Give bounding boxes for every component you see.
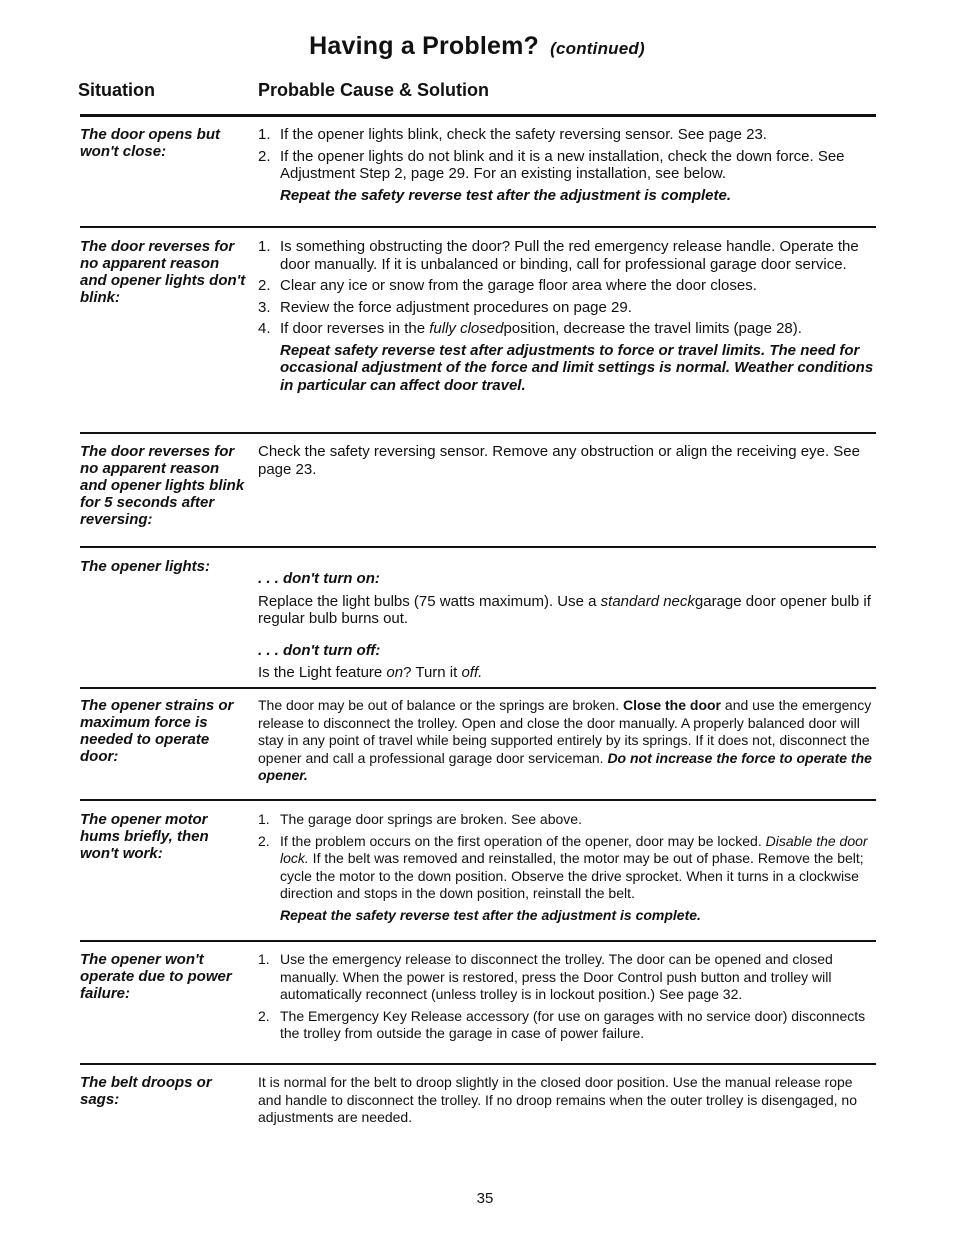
paragraph: Replace the light bulbs (75 watts maximum). Use a standard neckgarage door opener bulb if regular bulb burns out. — [258, 592, 871, 627]
note: Repeat safety reverse test after adjustments to force or travel limits. The need for occasional adjustment of the force and limit settings is normal. Weather conditions in particular can affect door travel. — [280, 341, 874, 394]
list-item: 4. If door reverses in the fully closedposition, decrease the travel limits (page 28). — [258, 320, 802, 337]
list-item: 2. Clear any ice or snow from the garage floor area where the door closes. — [258, 277, 757, 294]
situation-label: The door reverses for no apparent reason and opener lights don't blink: — [80, 238, 246, 306]
solution — [258, 126, 878, 204]
situation-label: The belt droops or sags: — [80, 1074, 212, 1108]
list-item: 1. If the opener lights blink, check the safety reversing sensor. See page 23. — [258, 126, 767, 143]
situation-label: The opener strains or maximum force is needed to operate door: — [80, 697, 234, 765]
divider — [80, 226, 876, 228]
divider — [80, 1063, 876, 1065]
solution: It is normal for the belt to droop slightly in the closed door position. Use the manual release rope and handle to disconnect the trolley. If no droop remains when the outer trolley is disengaged, no adjustments are needed. — [258, 1074, 858, 1125]
situation-label: The opener won't operate due to power failure: — [80, 951, 232, 1002]
solution — [258, 951, 878, 1047]
situation-label: The door opens but won't close: — [80, 126, 220, 160]
divider — [80, 546, 876, 548]
subheading: . . . don't turn off: — [258, 641, 381, 659]
title-main: Having a Problem? — [309, 32, 539, 60]
page-number: 35 — [476, 1190, 494, 1207]
note: Repeat the safety reverse test after the adjustment is complete. — [280, 186, 731, 204]
list-item: 2. If the opener lights do not blink and it is a new installation, check the down force. See Adjustment Step 2, page 29. For an existing installation, see below. — [258, 147, 845, 182]
divider — [80, 687, 876, 689]
header-situation: Situation — [78, 80, 155, 100]
divider — [80, 432, 876, 434]
header-cause: Probable Cause & Solution — [258, 80, 490, 100]
title-continued: (continued) — [550, 39, 645, 58]
solution — [258, 238, 878, 394]
subheading: . . . don't turn on: — [258, 570, 380, 587]
situation-label: The door reverses for no apparent reason and opener lights blink for 5 seconds after reversing: — [80, 443, 245, 528]
solution — [258, 558, 878, 686]
paragraph: Is the Light feature on? Turn it off. — [258, 664, 483, 681]
list-item: 3. Review the force adjustment procedures on page 29. — [258, 298, 632, 316]
divider — [80, 799, 876, 801]
list-item: 1. Use the emergency release to disconnect the trolley. The door can be opened and closed manually. When the power is restored, press the Door Control push button and trolley will automatically reconnect (unless trolley is in lockout position.) See page 32. — [258, 951, 833, 1002]
divider — [80, 940, 876, 942]
situation-label: The opener motor hums briefly, then won't work: — [80, 811, 209, 862]
list-item: 1. The garage door springs are broken. See above. — [258, 811, 582, 827]
page-title — [0, 32, 954, 61]
list-item: 2. If the problem occurs on the first operation of the opener, door may be locked. Disable the door lock. If the belt was removed and reinstalled, the motor may be out of phase. Remove the belt; cycle the motor to the down position. Observe the drive sprocket. When it turns in a clockwise direction and stops in the down position, reinstall the belt. — [258, 832, 868, 901]
solution: Check the safety reversing sensor. Remove any obstruction or align the receiving eye. See page 23. — [258, 443, 860, 478]
note: Repeat the safety reverse test after the adjustment is complete. — [280, 906, 701, 923]
situation-label: The opener lights: — [80, 558, 211, 575]
header-divider — [80, 114, 876, 117]
list-item: 1. Is something obstructing the door? Pull the red emergency release handle. Operate the door manually. If it is unbalanced or binding, call for professional garage door service. — [258, 238, 859, 273]
solution: The door may be out of balance or the springs are broken. Close the door and use the emergency release to disconnect the trolley. Open and close the door manually. A properly balanced door will stay in any point of travel while being supported entirely by its springs. If it does not, disconnect the opener and call a professional garage door serviceman. Do not increase the force to operate the opener. — [258, 697, 872, 783]
list-item: 2. The Emergency Key Release accessory (for use on garages with no service door) disconnects the trolley from outside the garage in case of power failure. — [258, 1007, 866, 1041]
solution — [258, 811, 878, 924]
